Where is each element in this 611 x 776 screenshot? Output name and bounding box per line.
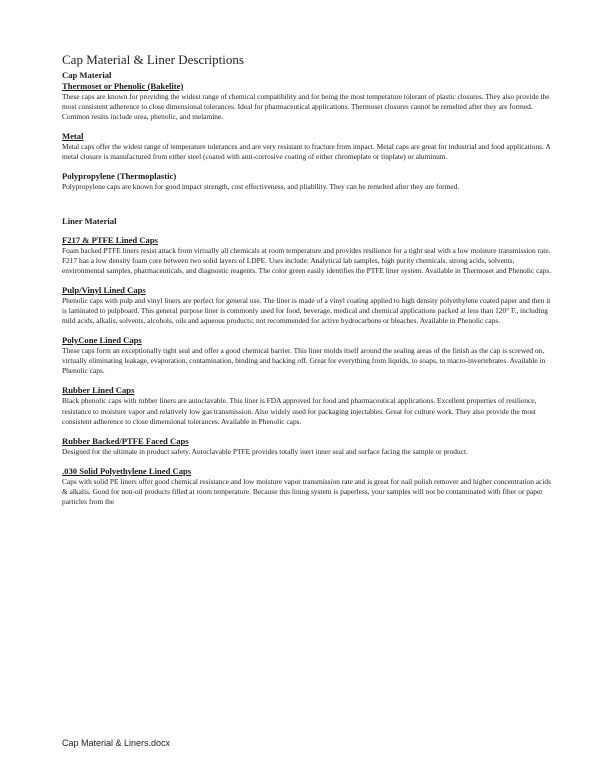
document-page (62, 52, 554, 516)
footer-filename: Cap Material & Liners.docx (62, 738, 171, 748)
liner-item-heading: Rubber Backed/PTFE Faced Caps (62, 435, 189, 446)
cap-material-heading: Cap Material (62, 70, 112, 80)
liner-item-text: Black phenolic caps with rubber liners are autoclavable. This liner is FDA approved for food and pharmaceutical applications. Excellent properties of resilience, resistance to moisture vapor and relatively low gas transmission. Also widely used for packaging injectables. Great for culture work. They also provide the most consistent adherence to close dimensional tolerances. Available in Phenolic caps. (62, 396, 537, 426)
liner-item-heading: Pulp/Vinyl Lined Caps (62, 284, 146, 295)
liner-item-text: Designed for the ultimate in product safety. Autoclavable PTFE provides totally inert inner seal and surface facing the sample or product. (62, 446, 468, 456)
liner-item-text: Caps with solid PE liners offer good chemical resistance and low moisture vapor transmission rate and is great for nail polish remover and higher concentration acids & alkalis. Good for non-oil products filled at room temperature. Because this lining system is paperless, your samples will not be contaminated with fiber or paper particles from the (62, 476, 551, 506)
cap-item-heading: Polypropylene (Thermoplastic) (62, 171, 177, 182)
cap-item-heading: Thermoset or Phenolic (Bakelite) (62, 81, 184, 91)
cap-item-heading: Metal (62, 131, 84, 142)
liner-item-text: Foam backed PTFE liners resist attack from virtually all chemicals at room temperature and provides resilience for a tight seal with a low moisture transmission rate. F217 has a low density foam core between two solid layers of LDPE. Uses include: Analytical lab samples, high purity chemicals, strong acids, solvents, environmental samples, pharmaceuticals, and diagnostic reagents. The color green easily identifies the PTFE liner system. Available in Thermoset and Phenolic caps. (62, 245, 552, 275)
cap-item-text: Metal caps offer the widest range of temperature tolerances and are very resistant to fracture from impact. Metal caps are great for industrial and food applications. A metal closure is manufactured from either steel (coated with anti-corrosive coating of either chromeplate or tinplate) or aluminum. (62, 142, 551, 162)
liner-item-heading: Rubber Lined Caps (62, 385, 135, 396)
liner-item-heading: PolyCone Lined Caps (62, 335, 142, 346)
section-spacer (62, 202, 554, 216)
liner-item-text: Phenolic caps with pulp and vinyl liners are perfect for general use. The liner is made of a vinyl coating applied to high density polyethylene coated paper and then it is laminated to pulpboard. This general purpose liner is commonly used for food, beverage, medical and chemical applications packed at less than 120° F., including mild acids, alkalis, solvents, alcohols, oils and aqueous products; not recommended for active hydrocarbons or bleaches. Available in Phenolic caps. (62, 295, 551, 326)
liner-item-heading: .030 Solid Polyethylene Lined Caps (62, 465, 192, 476)
document-title: Cap Material & Liner Descriptions (62, 52, 244, 67)
cap-item-text: These caps are known for providing the widest range of chemical compatibility and for being the most temperature tolerant of plastic closures. They also provide the most consistent adherence to close dimensional tolerances. Ideal for pharmaceutical applications. Thermoset closures cannot be remelted after they are formed. Common resins include urea, phenolic, and melamine. (62, 92, 550, 122)
cap-item-text: Polypropylene caps are known for good impact strength, cost effectiveness, and pliability. They can be remelted after they are formed. (62, 182, 460, 192)
heading-spacer (62, 227, 554, 235)
liner-item-heading: F217 & PTFE Lined Caps (62, 234, 158, 245)
liner-item-text: These caps form an exceptionally tight seal and offer a good chemical barrier. This liner molds itself around the sealing areas of the finish as the cap is screwed on, virtually eliminating leakage, evaporation, contamination, binding and backing off. Great for everything from liquids, to soaps, to macro-invertebrates. Available in Phenolic caps. (62, 346, 546, 376)
liner-material-heading: Liner Material (62, 215, 117, 226)
